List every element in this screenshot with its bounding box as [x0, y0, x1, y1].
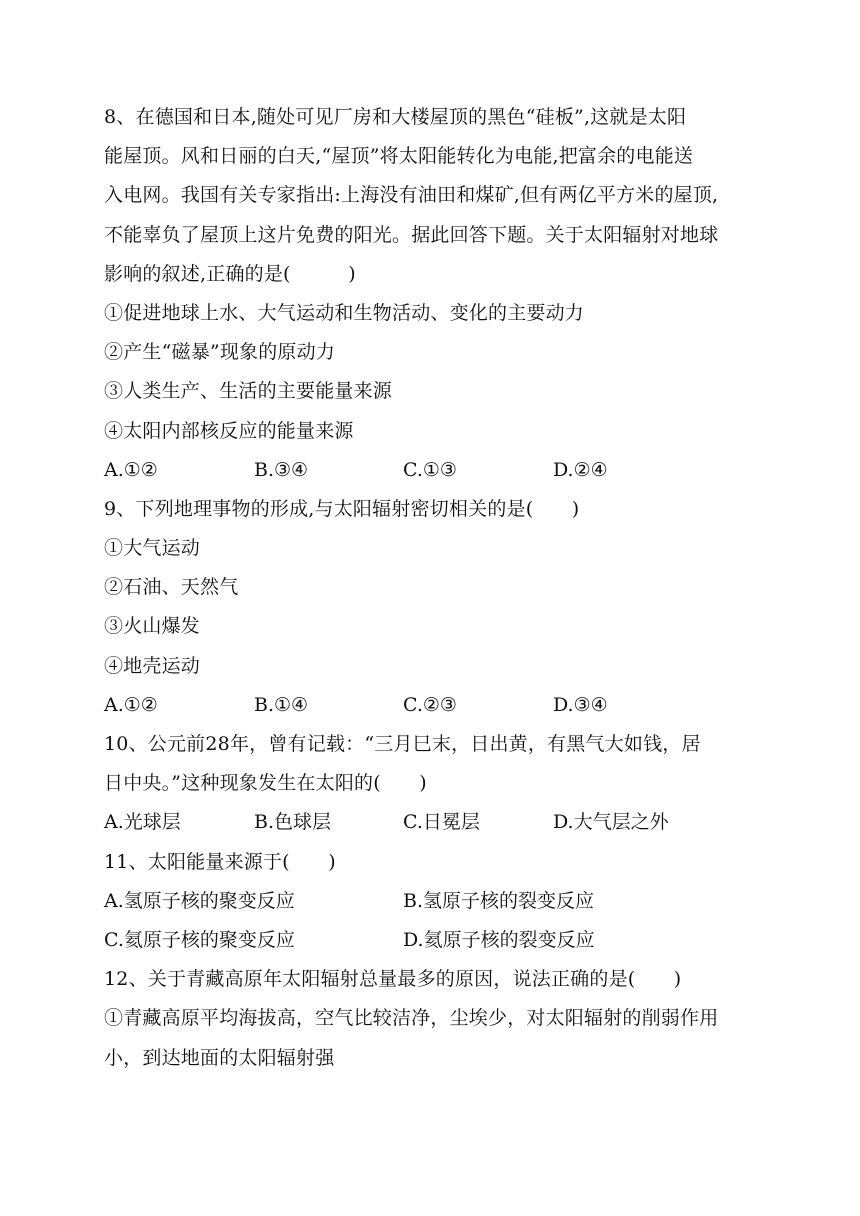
question-stem-line: 不能辜负了屋顶上这片免费的阳光。据此回答下题。关于太阳辐射对地球	[104, 223, 719, 246]
option-b: B.色球层	[254, 811, 332, 834]
option-a: A.氢原子核的聚变反应	[104, 889, 295, 912]
question-stem-line: 影响的叙述,正确的是( )	[104, 262, 356, 285]
question-stem-line: 入电网。我国有关专家指出:上海没有油田和煤矿,但有两亿平方米的屋顶,	[104, 184, 719, 207]
statement-item: ①大气运动	[104, 537, 201, 560]
option-a: A.光球层	[104, 811, 181, 834]
statement-item: ③人类生产、生活的主要能量来源	[104, 380, 393, 403]
question-stem-line: 9、下列地理事物的形成,与太阳辐射密切相关的是( )	[104, 497, 580, 520]
option-d: D.氦原子核的裂变反应	[403, 928, 595, 951]
option-b: B.氢原子核的裂变反应	[403, 889, 595, 912]
statement-item: ④太阳内部核反应的能量来源	[104, 419, 354, 442]
exam-page	[104, 98, 754, 1078]
option-b: B.①④	[254, 693, 309, 716]
option-d: D.③④	[553, 693, 608, 716]
answer-options	[104, 921, 754, 960]
answer-options	[104, 686, 754, 725]
question-10	[104, 725, 754, 843]
option-c: C.①③	[403, 458, 457, 481]
question-11	[104, 843, 754, 961]
statement-item: 小，到达地面的太阳辐射强	[104, 1046, 335, 1069]
statement-item: ④地壳运动	[104, 654, 201, 677]
option-a: A.①②	[104, 458, 158, 481]
statement-item: ①青藏高原平均海拔高，空气比较洁净，尘埃少，对太阳辐射的削弱作用	[104, 1007, 719, 1030]
statement-item: ②产生“磁暴”现象的原动力	[104, 341, 336, 364]
option-c: C.②③	[403, 693, 457, 716]
option-c: C.氦原子核的聚变反应	[104, 928, 295, 951]
option-b: B.③④	[254, 458, 309, 481]
question-stem-line: 12、关于青藏高原年太阳辐射总量最多的原因，说法正确的是( )	[104, 968, 682, 991]
option-a: A.①②	[104, 693, 158, 716]
option-d: D.②④	[553, 458, 608, 481]
question-9	[104, 490, 754, 725]
question-8	[104, 98, 754, 490]
answer-options	[104, 882, 754, 921]
question-12	[104, 960, 754, 1078]
statement-item: ②石油、天然气	[104, 576, 239, 599]
question-stem-line: 能屋顶。风和日丽的白天,“屋顶”将太阳能转化为电能,把富余的电能送	[104, 145, 694, 168]
option-c: C.日冕层	[403, 811, 480, 834]
question-stem-line: 10、公元前28年，曾有记载：“三月巳末，日出黄，有黑气大如钱，居	[104, 733, 701, 755]
question-stem-line: 日中央。”这种现象发生在太阳的( )	[104, 772, 427, 795]
answer-options	[104, 451, 754, 490]
question-stem-line: 8、在德国和日本,随处可见厂房和大楼屋顶的黑色“硅板”,这就是太阳	[104, 106, 687, 128]
option-d: D.大气层之外	[553, 811, 669, 834]
statement-item: ①促进地球上水、大气运动和生物活动、变化的主要动力	[104, 301, 585, 324]
statement-item: ③火山爆发	[104, 615, 201, 638]
question-stem-line: 11、太阳能量来源于( )	[104, 850, 336, 873]
answer-options	[104, 803, 754, 842]
